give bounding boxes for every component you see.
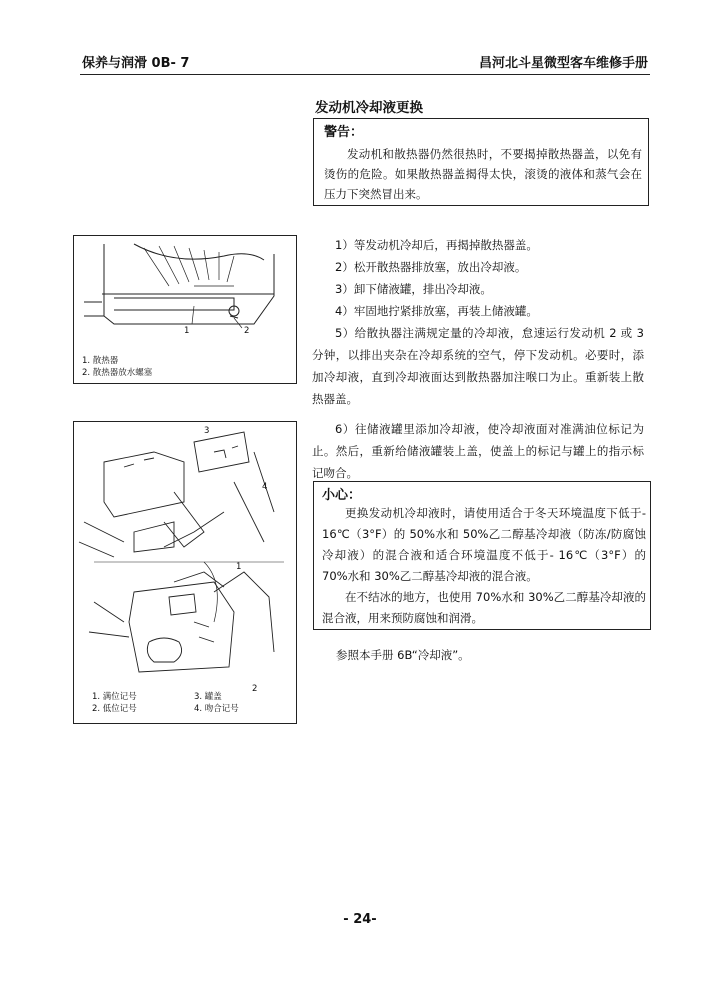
- fig1-legend-2: 2. 散热器放水螺塞: [82, 368, 153, 378]
- fig2-callout-1: 1: [236, 562, 242, 572]
- fig2-legend-1: 1. 满位记号: [92, 692, 137, 702]
- caution-box: [313, 481, 651, 630]
- fig2-legend-3: 3. 罐盖: [194, 692, 222, 702]
- fig1-callout-2: 2: [244, 326, 250, 336]
- page-number: - 24-: [343, 912, 377, 927]
- steps-block-2: [312, 418, 644, 484]
- header-rule: [80, 74, 650, 75]
- step-4: 4）牢固地拧紧排放塞，再装上储液罐。: [335, 304, 538, 318]
- caution-para-1: 更换发动机冷却液时，请使用适合于冬天环境温度下低于- 16℃（3°F）的 50%水和 50%乙二醇基冷却液（防冻/防腐蚀冷却液）的混合液和适合环境温度不低于- 16℃（3°F）的 70%水和 30%乙二醇基冷却液的混合液。: [322, 506, 646, 583]
- section-title: 发动机冷却液更换: [315, 100, 423, 116]
- caution-para-2: 在不结冰的地方，也使用 70%水和 30%乙二醇基冷却液的混合液，用来预防腐蚀和润滑。: [322, 590, 646, 625]
- warning-text: 发动机和散热器仍然很热时，不要揭掉散热器盖，以免有烫伤的危险。如果散热器盖揭得太快，滚烫的液体和蒸气会在压力下突然冒出来。: [324, 147, 642, 201]
- header-left: 保养与润滑 0B- 7: [82, 56, 190, 71]
- steps-block-1: [312, 234, 644, 410]
- fig2-callout-2: 2: [252, 684, 258, 694]
- step-6: 6）往储液罐里添加冷却液，使冷却液面对准满油位标记为止。然后，重新给储液罐装上盖，使盖上的标记与罐上的指示标记吻合。: [312, 422, 644, 480]
- reservoir-illustration: [74, 422, 296, 682]
- caution-title: 小心：: [322, 488, 362, 503]
- step-2: 2）松开散热器排放塞，放出冷却液。: [335, 260, 527, 274]
- fig1-callout-1: 1: [184, 326, 190, 336]
- step-1: 1）等发动机冷却后，再揭掉散热器盖。: [335, 238, 538, 252]
- step-5: 5）给散执器注满规定量的冷却液，怠速运行发动机 2 或 3 分钟，以排出夹杂在冷却系统的空气，停下发动机。必要时，添加冷却液，直到冷却液面达到散热器加注喉口为止。重新装上散热器盖。: [312, 326, 644, 406]
- header-right: 昌河北斗星微型客车维修手册: [478, 56, 648, 71]
- step-3: 3）卸下储液罐，排出冷却液。: [335, 282, 492, 296]
- reference-note: 参照本手册 6B“冷却液”。: [336, 648, 470, 662]
- fig2-callout-4: 4: [262, 482, 268, 492]
- fig2-legend-2: 2. 低位记号: [92, 704, 137, 714]
- fig1-legend-1: 1. 散热器: [82, 356, 119, 366]
- figure-reservoir: [73, 421, 297, 724]
- warning-title: 警告：: [324, 125, 364, 140]
- warning-box: [313, 118, 649, 206]
- fig2-legend-4: 4. 吻合记号: [194, 704, 239, 714]
- figure-radiator: [73, 235, 297, 384]
- fig2-callout-3: 3: [204, 426, 210, 436]
